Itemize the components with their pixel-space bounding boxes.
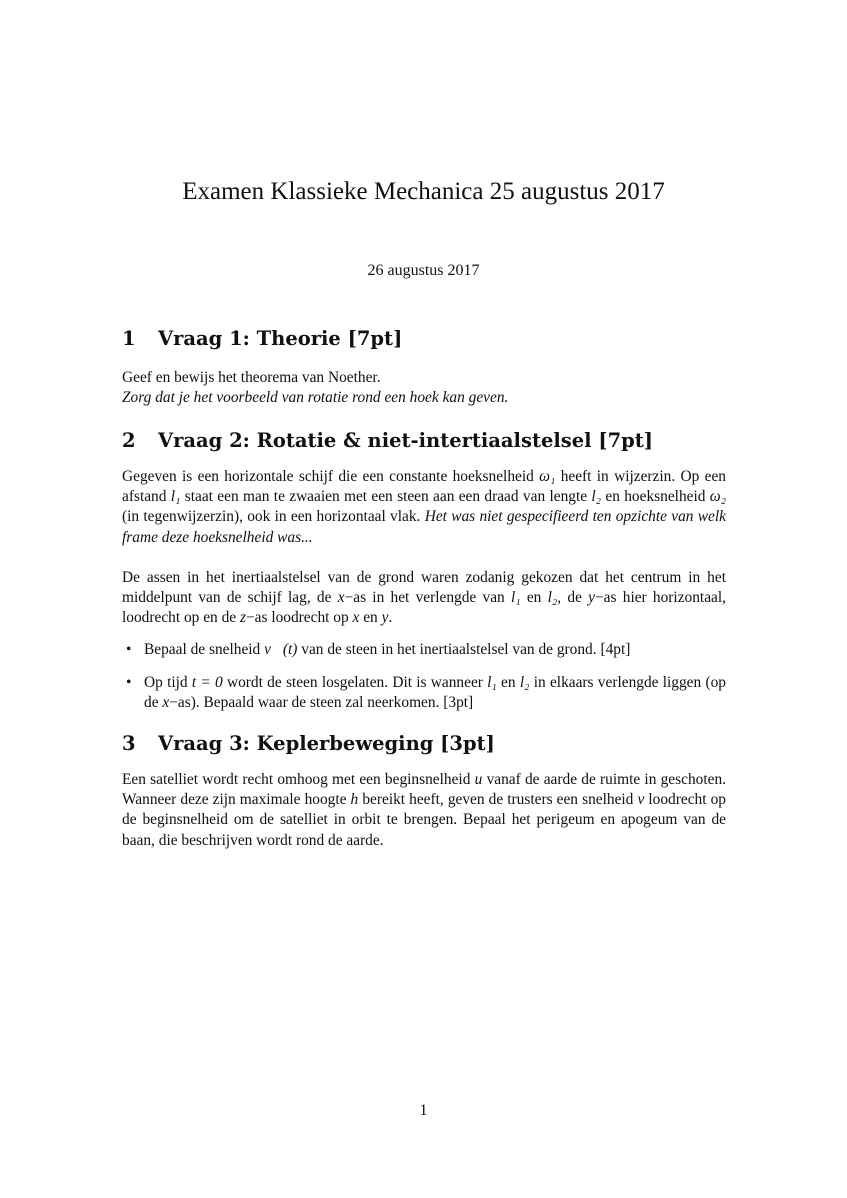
section-1-heading [122,327,726,350]
section-title: Vraag 1: Theorie [7pt] [158,327,403,350]
math-u: u [474,771,483,788]
list-item [122,673,726,713]
section-number: 3 [122,732,136,755]
text-run: en [520,589,548,607]
text-run: Een satelliet wordt recht omhoog met een beginsnelheid [122,771,475,788]
math-v: v [637,791,645,809]
text-run: heeft in wijzerzin. Op een afstand [122,468,726,506]
text-run: Op tijd [144,673,192,691]
math-x: x [337,589,345,607]
math-l2: l₂ [547,589,558,607]
section-number: 1 [122,327,136,350]
section-1-line-1: Geef en bewijs het theorema van Noether. [122,369,381,386]
section-2-paragraph-2 [122,568,726,629]
text-run: loodrecht op de beginsnelheid om de satelliet in orbit te brengen. Bepaal het perigeum en apogeum van de baan, die beschrijven wordt rond de aarde. [122,791,726,849]
text-run: −as hier horizontaal, loodrecht op en de [122,589,726,627]
section-3-paragraph [122,770,726,851]
section-3-heading [122,732,726,755]
text-run: en [496,673,520,691]
text-run: −as). Bepaald waar de steen zal neerkomen. [3pt] [169,693,474,711]
text-run: vanaf de aarde de ruimte in geschoten. Wanneer deze zijn maximale hoogte [122,771,727,809]
math-h: h [350,791,359,809]
text-run: Bepaal de snelheid [144,641,265,659]
math-l2: l₂ [519,673,530,691]
text-run: in elkaars verlengde liggen (op de [144,673,726,711]
math-x: x [162,693,170,711]
italic-note: Het was niet gespecifieerd ten opzichte van welk frame deze hoeksnelheid was... [122,508,726,546]
document-title: Examen Klassieke Mechanica 25 augustus 2017 [182,178,665,205]
text-run: −as in het verlengde van [344,589,511,607]
math-y: y [588,589,595,607]
section-2-paragraph-1 [122,467,726,548]
section-1-line-2: Zorg dat je het voorbeeld van rotatie rond een hoek kan geven. [122,389,509,407]
text-run: De assen in het inertiaalstelsel van de grond waren zodanig gekozen dat het centrum in het middelpunt van de schijf lag, de [122,568,726,607]
math-omega2: ω₂ [709,488,726,506]
section-3 [122,732,726,851]
bullet-icon: • [126,673,132,691]
math-l1: l₁ [510,589,521,607]
page-number: 1 [419,1102,428,1119]
math-z: z [239,609,246,627]
math-x: x [352,609,360,627]
math-t0: t = 0 [191,673,223,691]
text-run: bereikt heeft, geven de trusters een snelheid [358,791,638,809]
section-1 [122,327,726,408]
section-title: Vraag 3: Keplerbeweging [3pt] [158,732,495,755]
text-run: wordt de steen losgelaten. Dit is wanneer [222,673,488,691]
text-run: , de [557,589,589,607]
section-title: Vraag 2: Rotatie & niet-intertiaalstelsel [7pt] [158,429,654,452]
math-omega1: ω₁ [539,468,556,485]
text-run: van de steen in het inertiaalstelsel van de grond. [4pt] [297,641,631,659]
text-run: en [359,609,382,627]
question-list [122,640,726,713]
math-l1: l₁ [487,673,497,691]
text-run: (in tegenwijzerzin), ook in een horizontaal vlak. [122,508,425,526]
section-2-heading [122,429,726,452]
text-run: Gegeven is een horizontale schijf die een constante hoeksnelheid [122,468,540,485]
text-run: staat een man te zwaaien met een steen aan een draad van lengte [180,488,592,506]
document-date: 26 augustus 2017 [367,262,480,279]
math-l2: l₂ [591,488,602,506]
text-run: . [388,609,393,627]
section-2 [122,429,726,713]
math-y: y [381,609,389,627]
text-run: −as loodrecht op [245,609,353,627]
math-v-t: v⃗(t) [264,641,298,659]
list-item [122,640,726,660]
text-run: en hoeksnelheid [601,488,710,506]
section-number: 2 [122,429,136,452]
bullet-icon: • [126,641,132,659]
math-l1: l₁ [170,488,181,506]
